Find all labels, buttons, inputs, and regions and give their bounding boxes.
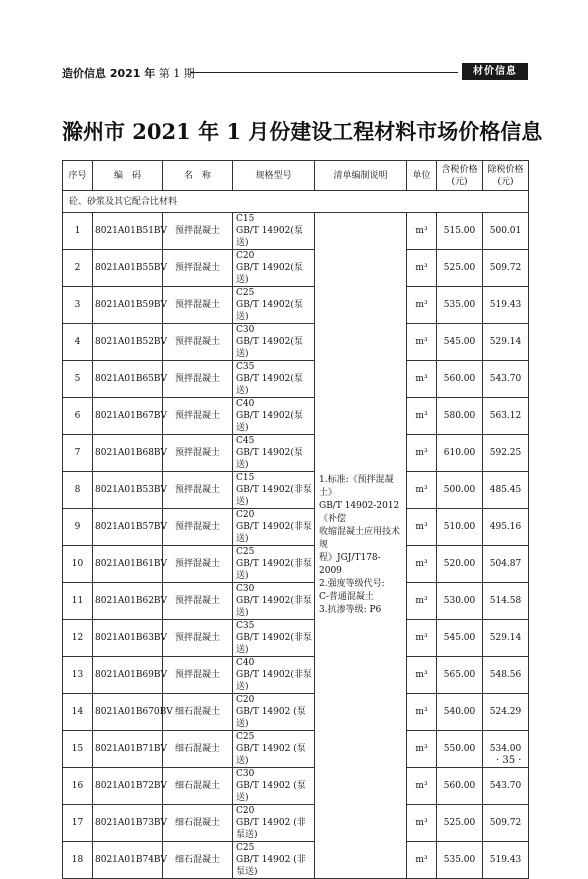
- cell-code: 8021A01B52BV: [93, 324, 163, 361]
- spec-standard: GB/T 14902 (非泵送): [236, 818, 306, 840]
- cell-code: 8021A01B68BV: [93, 435, 163, 472]
- cell-spec: [233, 583, 315, 620]
- cell-code: 8021A01B65BV: [93, 361, 163, 398]
- cell-notax-price: 563.12: [483, 398, 529, 435]
- cell-unit: m³: [407, 805, 437, 842]
- table-row: [63, 620, 529, 657]
- table-row: [63, 250, 529, 287]
- spec-grade: C45: [236, 436, 255, 446]
- cell-notax-price: 509.72: [483, 805, 529, 842]
- cell-unit: m³: [407, 842, 437, 879]
- cell-notax-price: 514.58: [483, 583, 529, 620]
- cell-unit: m³: [407, 657, 437, 694]
- cell-unit: m³: [407, 509, 437, 546]
- cell-unit: m³: [407, 768, 437, 805]
- cell-tax-price: 565.00: [437, 657, 483, 694]
- cell-code: 8021A01B62BV: [93, 583, 163, 620]
- cell-notax-price: 529.14: [483, 324, 529, 361]
- cell-notax-price: 543.70: [483, 361, 529, 398]
- spec-standard: GB/T 14902(非泵送): [236, 522, 312, 544]
- cell-code: 8021A01B69BV: [93, 657, 163, 694]
- cell-name: 细石混凝土: [163, 694, 233, 731]
- cell-unit: m³: [407, 213, 437, 250]
- cell-tax-price: 520.00: [437, 546, 483, 583]
- spec-grade: C40: [236, 658, 255, 668]
- cell-no: 8: [63, 472, 93, 509]
- cell-spec: [233, 842, 315, 879]
- col-header-note: 清单编制说明: [315, 161, 407, 191]
- cell-no: 17: [63, 805, 93, 842]
- note-line: 程》JGJ/T178-2009: [319, 553, 381, 576]
- cell-no: 4: [63, 324, 93, 361]
- table-row: [63, 657, 529, 694]
- cell-notax-price: 504.87: [483, 546, 529, 583]
- spec-standard: GB/T 14902(非泵送): [236, 559, 312, 581]
- cell-tax-price: 510.00: [437, 509, 483, 546]
- spec-standard: GB/T 14902 (泵送): [236, 707, 306, 729]
- cell-spec: [233, 398, 315, 435]
- spec-grade: C25: [236, 843, 255, 853]
- cell-notax-price: 500.01: [483, 213, 529, 250]
- cell-tax-price: 580.00: [437, 398, 483, 435]
- table-row: [63, 361, 529, 398]
- header-rule: [190, 72, 458, 73]
- note-line: C-普通混凝土: [319, 592, 374, 602]
- cell-code: 8021A01B55BV: [93, 250, 163, 287]
- cell-notax-price: 495.16: [483, 509, 529, 546]
- cell-spec: [233, 694, 315, 731]
- table-row: [63, 287, 529, 324]
- col-header-notax-price: 除税价格(元): [483, 161, 529, 191]
- spec-grade: C30: [236, 325, 255, 335]
- cell-unit: m³: [407, 546, 437, 583]
- cell-notax-price: 524.29: [483, 694, 529, 731]
- cell-code: 8021A01B670BV: [93, 694, 163, 731]
- cell-code: 8021A01B71BV: [93, 731, 163, 768]
- spec-grade: C15: [236, 473, 255, 483]
- spec-standard: GB/T 14902(泵送): [236, 300, 303, 322]
- cell-no: 1: [63, 213, 93, 250]
- spec-grade: C15: [236, 214, 255, 224]
- cell-code: 8021A01B72BV: [93, 768, 163, 805]
- table-row: [63, 805, 529, 842]
- cell-no: 15: [63, 731, 93, 768]
- cell-tax-price: 525.00: [437, 805, 483, 842]
- cell-name: 预拌混凝土: [163, 361, 233, 398]
- cell-no: 11: [63, 583, 93, 620]
- spec-grade: C30: [236, 584, 255, 594]
- spec-standard: GB/T 14902(泵送): [236, 337, 303, 359]
- cell-no: 5: [63, 361, 93, 398]
- spec-standard: GB/T 14902(非泵送): [236, 485, 312, 507]
- note-line: 1.标准:《预拌混凝土》: [319, 475, 394, 498]
- header-publication: [62, 65, 195, 81]
- cell-notax-price: 485.45: [483, 472, 529, 509]
- cell-note: [315, 213, 407, 879]
- cell-code: 8021A01B74BV: [93, 842, 163, 879]
- table-row: [63, 583, 529, 620]
- cell-no: 10: [63, 546, 93, 583]
- page-number: · 35 ·: [496, 755, 522, 766]
- cell-name: 预拌混凝土: [163, 435, 233, 472]
- spec-grade: C35: [236, 621, 255, 631]
- spec-standard: GB/T 14902(非泵送): [236, 596, 312, 618]
- cell-name: 细石混凝土: [163, 842, 233, 879]
- col-header-name: 名 称: [163, 161, 233, 191]
- cell-no: 18: [63, 842, 93, 879]
- cell-unit: m³: [407, 398, 437, 435]
- cell-unit: m³: [407, 324, 437, 361]
- spec-standard: GB/T 14902 (非泵送): [236, 855, 306, 877]
- spec-grade: C30: [236, 769, 255, 779]
- table-row: [63, 842, 529, 879]
- cell-no: 14: [63, 694, 93, 731]
- spec-grade: C20: [236, 806, 255, 816]
- cell-unit: m³: [407, 694, 437, 731]
- spec-standard: GB/T 14902(非泵送): [236, 633, 312, 655]
- cell-name: 细石混凝土: [163, 731, 233, 768]
- col-header-spec: 规格型号: [233, 161, 315, 191]
- col-header-unit: 单位: [407, 161, 437, 191]
- cell-spec: [233, 213, 315, 250]
- section-badge: 材价信息: [462, 63, 528, 80]
- cell-unit: m³: [407, 472, 437, 509]
- cell-tax-price: 545.00: [437, 324, 483, 361]
- cell-unit: m³: [407, 435, 437, 472]
- cell-no: 7: [63, 435, 93, 472]
- cell-no: 16: [63, 768, 93, 805]
- cell-notax-price: 543.70: [483, 768, 529, 805]
- spec-grade: C20: [236, 695, 255, 705]
- cell-spec: [233, 620, 315, 657]
- spec-grade: C35: [236, 362, 255, 372]
- cell-spec: [233, 287, 315, 324]
- cell-code: 8021A01B73BV: [93, 805, 163, 842]
- cell-tax-price: 540.00: [437, 694, 483, 731]
- note-line: 3.抗渗等级: P6: [319, 605, 382, 615]
- cell-name: 预拌混凝土: [163, 657, 233, 694]
- cell-tax-price: 535.00: [437, 842, 483, 879]
- cell-notax-price: 592.25: [483, 435, 529, 472]
- cell-tax-price: 560.00: [437, 768, 483, 805]
- cell-spec: [233, 472, 315, 509]
- col-header-tax-price: 含税价格(元): [437, 161, 483, 191]
- spec-grade: C25: [236, 288, 255, 298]
- cell-no: 3: [63, 287, 93, 324]
- spec-grade: C25: [236, 732, 255, 742]
- cell-name: 细石混凝土: [163, 805, 233, 842]
- cell-spec: [233, 435, 315, 472]
- cell-unit: m³: [407, 287, 437, 324]
- cell-spec: [233, 731, 315, 768]
- cell-name: 预拌混凝土: [163, 324, 233, 361]
- cell-tax-price: 535.00: [437, 287, 483, 324]
- cell-no: 6: [63, 398, 93, 435]
- table-row: [63, 694, 529, 731]
- cell-no: 13: [63, 657, 93, 694]
- cell-spec: [233, 250, 315, 287]
- cell-unit: m³: [407, 250, 437, 287]
- spec-grade: C40: [236, 399, 255, 409]
- cell-name: 预拌混凝土: [163, 546, 233, 583]
- cell-notax-price: 534.00: [483, 731, 529, 768]
- cell-spec: [233, 768, 315, 805]
- cell-name: 细石混凝土: [163, 768, 233, 805]
- cell-name: 预拌混凝土: [163, 250, 233, 287]
- cell-tax-price: 550.00: [437, 731, 483, 768]
- spec-standard: GB/T 14902(泵送): [236, 263, 303, 285]
- category-label: 砼、砂浆及其它配合比材料: [63, 191, 529, 213]
- cell-tax-price: 525.00: [437, 250, 483, 287]
- cell-tax-price: 530.00: [437, 583, 483, 620]
- table-row: [63, 768, 529, 805]
- spec-standard: GB/T 14902(泵送): [236, 374, 303, 396]
- cell-code: 8021A01B61BV: [93, 546, 163, 583]
- table-row: [63, 324, 529, 361]
- spec-grade: C20: [236, 251, 255, 261]
- table-row: [63, 213, 529, 250]
- cell-name: 预拌混凝土: [163, 620, 233, 657]
- cell-code: 8021A01B53BV: [93, 472, 163, 509]
- cell-name: 预拌混凝土: [163, 509, 233, 546]
- spec-standard: GB/T 14902(泵送): [236, 411, 303, 433]
- price-table: [62, 160, 529, 879]
- cell-code: 8021A01B51BV: [93, 213, 163, 250]
- col-header-no: 序号: [63, 161, 93, 191]
- table-row: [63, 398, 529, 435]
- table-row: [63, 509, 529, 546]
- page-title: 滁州市 2021 年 1 月份建设工程材料市场价格信息: [62, 119, 543, 144]
- note-line: 2.强度等级代号:: [319, 579, 385, 589]
- cell-spec: [233, 324, 315, 361]
- spec-standard: GB/T 14902 (泵送): [236, 781, 306, 803]
- cell-notax-price: 519.43: [483, 287, 529, 324]
- cell-unit: m³: [407, 731, 437, 768]
- cell-code: 8021A01B67BV: [93, 398, 163, 435]
- header-issue: 第 1 期: [158, 67, 195, 80]
- spec-standard: GB/T 14902(非泵送): [236, 670, 312, 692]
- cell-name: 预拌混凝土: [163, 472, 233, 509]
- cell-tax-price: 545.00: [437, 620, 483, 657]
- cell-no: 12: [63, 620, 93, 657]
- cell-tax-price: 610.00: [437, 435, 483, 472]
- cell-name: 预拌混凝土: [163, 398, 233, 435]
- cell-tax-price: 515.00: [437, 213, 483, 250]
- note-line: 收缩混凝土应用技术规: [319, 527, 401, 550]
- cell-spec: [233, 361, 315, 398]
- cell-code: 8021A01B57BV: [93, 509, 163, 546]
- spec-grade: C20: [236, 510, 255, 520]
- table-header-row: [63, 161, 529, 191]
- cell-code: 8021A01B59BV: [93, 287, 163, 324]
- cell-notax-price: 509.72: [483, 250, 529, 287]
- cell-name: 预拌混凝土: [163, 583, 233, 620]
- cell-unit: m³: [407, 361, 437, 398]
- running-header: [62, 63, 528, 81]
- spec-grade: C25: [236, 547, 255, 557]
- table-row: [63, 731, 529, 768]
- cell-spec: [233, 657, 315, 694]
- spec-standard: GB/T 14902(泵送): [236, 448, 303, 470]
- cell-notax-price: 519.43: [483, 842, 529, 879]
- table-row: [63, 472, 529, 509]
- cell-notax-price: 529.14: [483, 620, 529, 657]
- table-row: [63, 546, 529, 583]
- cell-spec: [233, 509, 315, 546]
- cell-spec: [233, 546, 315, 583]
- table-row: [63, 435, 529, 472]
- cell-tax-price: 500.00: [437, 472, 483, 509]
- spec-standard: GB/T 14902 (泵送): [236, 744, 306, 766]
- cell-name: 预拌混凝土: [163, 287, 233, 324]
- cell-tax-price: 560.00: [437, 361, 483, 398]
- cell-unit: m³: [407, 620, 437, 657]
- cell-name: 预拌混凝土: [163, 213, 233, 250]
- cell-no: 9: [63, 509, 93, 546]
- header-magazine: 造价信息 2021 年: [62, 67, 156, 80]
- note-line: GB/T 14902-2012《补偿: [319, 501, 400, 524]
- cell-code: 8021A01B63BV: [93, 620, 163, 657]
- cell-spec: [233, 805, 315, 842]
- cell-notax-price: 548.56: [483, 657, 529, 694]
- cell-no: 2: [63, 250, 93, 287]
- spec-standard: GB/T 14902(泵送): [236, 226, 303, 248]
- cell-unit: m³: [407, 583, 437, 620]
- category-row: [63, 191, 529, 213]
- col-header-code: 编 码: [93, 161, 163, 191]
